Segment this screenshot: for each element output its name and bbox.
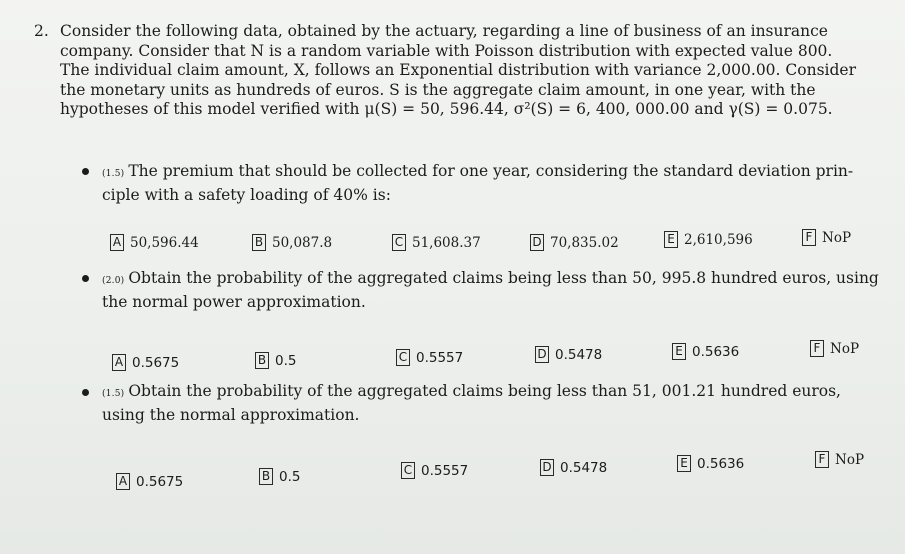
subquestion-line: ciple with a safety loading of 40% is:: [102, 186, 391, 204]
option-letter: F: [802, 229, 816, 246]
option-e[interactable]: [664, 231, 753, 248]
option-b[interactable]: [255, 352, 296, 369]
bullet-icon: [82, 168, 89, 175]
question-number: 2.: [34, 22, 49, 40]
option-value: NoP: [822, 229, 852, 246]
option-letter: A: [112, 354, 126, 371]
option-value: NoP: [830, 340, 860, 357]
option-letter: A: [110, 234, 124, 251]
subquestion-1: [88, 161, 873, 206]
option-value: NoP: [835, 451, 865, 468]
option-a[interactable]: [116, 473, 183, 490]
option-value: 70,835.02: [550, 234, 619, 251]
option-e[interactable]: [677, 455, 744, 472]
subquestion-weight: (1.5): [102, 389, 125, 399]
question-text: [60, 22, 864, 120]
option-value: 0.5636: [697, 455, 745, 472]
option-c[interactable]: [401, 462, 468, 479]
option-value: 0.5557: [416, 349, 464, 366]
option-value: 0.5478: [555, 346, 603, 363]
option-value: 51,608.37: [412, 234, 481, 251]
option-c[interactable]: [396, 349, 463, 366]
option-letter: F: [815, 451, 829, 468]
option-d[interactable]: [530, 234, 619, 251]
option-letter: E: [672, 343, 686, 360]
subquestion-line: Obtain the probability of the aggregated claims being less than 51, 001.21 hundred euros,: [128, 382, 841, 400]
option-value: 0.5: [279, 468, 301, 485]
option-value: 0.5557: [421, 462, 469, 479]
bullet-icon: [82, 389, 89, 396]
subquestion-3: [88, 372, 873, 426]
option-letter: B: [252, 234, 266, 251]
option-d[interactable]: [540, 459, 607, 476]
option-letter: A: [116, 473, 130, 490]
option-f[interactable]: [815, 451, 864, 468]
option-b[interactable]: [252, 234, 332, 251]
option-b[interactable]: [259, 468, 300, 485]
option-letter: D: [535, 346, 549, 363]
subquestion-line: the normal power approximation.: [102, 293, 366, 311]
option-value: 0.5478: [560, 459, 608, 476]
option-letter: C: [392, 234, 406, 251]
subquestion-line: The premium that should be collected for one year, considering the standard deviation prin-: [128, 162, 854, 180]
option-letter: C: [401, 462, 415, 479]
option-value: 0.5675: [132, 354, 180, 371]
bullet-icon: [82, 275, 89, 282]
option-e[interactable]: [672, 343, 739, 360]
option-value: 2,610,596: [684, 231, 753, 248]
question-line: hypotheses of this model verified with μ(S) = 50, 596.44, σ²(S) = 6, 400, 000.00 and γ(S) = 0.075.: [60, 100, 833, 118]
option-c[interactable]: [392, 234, 481, 251]
question-statement: [34, 22, 864, 120]
option-value: 50,596.44: [130, 234, 199, 251]
option-letter: D: [530, 234, 544, 251]
option-f[interactable]: [810, 340, 859, 357]
subquestion-line: Obtain the probability of the aggregated claims being less than 50, 995.8 hundred euros, using: [128, 269, 879, 287]
question-line: Consider the following data, obtained by the actuary, regarding a line of business of an insurance: [60, 22, 828, 40]
subquestion-weight: (2.0): [102, 276, 125, 286]
option-value: 0.5636: [692, 343, 740, 360]
option-a[interactable]: [112, 354, 179, 371]
option-letter: F: [810, 340, 824, 357]
option-value: 0.5675: [136, 473, 184, 490]
option-d[interactable]: [535, 346, 602, 363]
question-line: company. Consider that N is a random variable with Poisson distribution with expected value 800.: [60, 41, 833, 60]
option-letter: B: [255, 352, 269, 369]
option-letter: C: [396, 349, 410, 366]
option-f[interactable]: [802, 229, 851, 246]
subquestion-2: [88, 268, 879, 313]
question-line: The individual claim amount, X, follows an Exponential distribution with variance 2,000.00. Consider: [60, 61, 856, 79]
option-a[interactable]: [110, 234, 199, 251]
option-letter: E: [677, 455, 691, 472]
option-letter: D: [540, 459, 554, 476]
subquestion-line: using the normal approximation.: [102, 406, 360, 424]
option-value: 50,087.8: [272, 234, 333, 251]
option-letter: B: [259, 468, 273, 485]
option-value: 0.5: [275, 352, 297, 369]
question-line: the monetary units as hundreds of euros. S is the aggregate claim amount, in one year, with the: [60, 80, 816, 99]
option-letter: E: [664, 231, 678, 248]
subquestion-weight: (1.5): [102, 169, 125, 179]
